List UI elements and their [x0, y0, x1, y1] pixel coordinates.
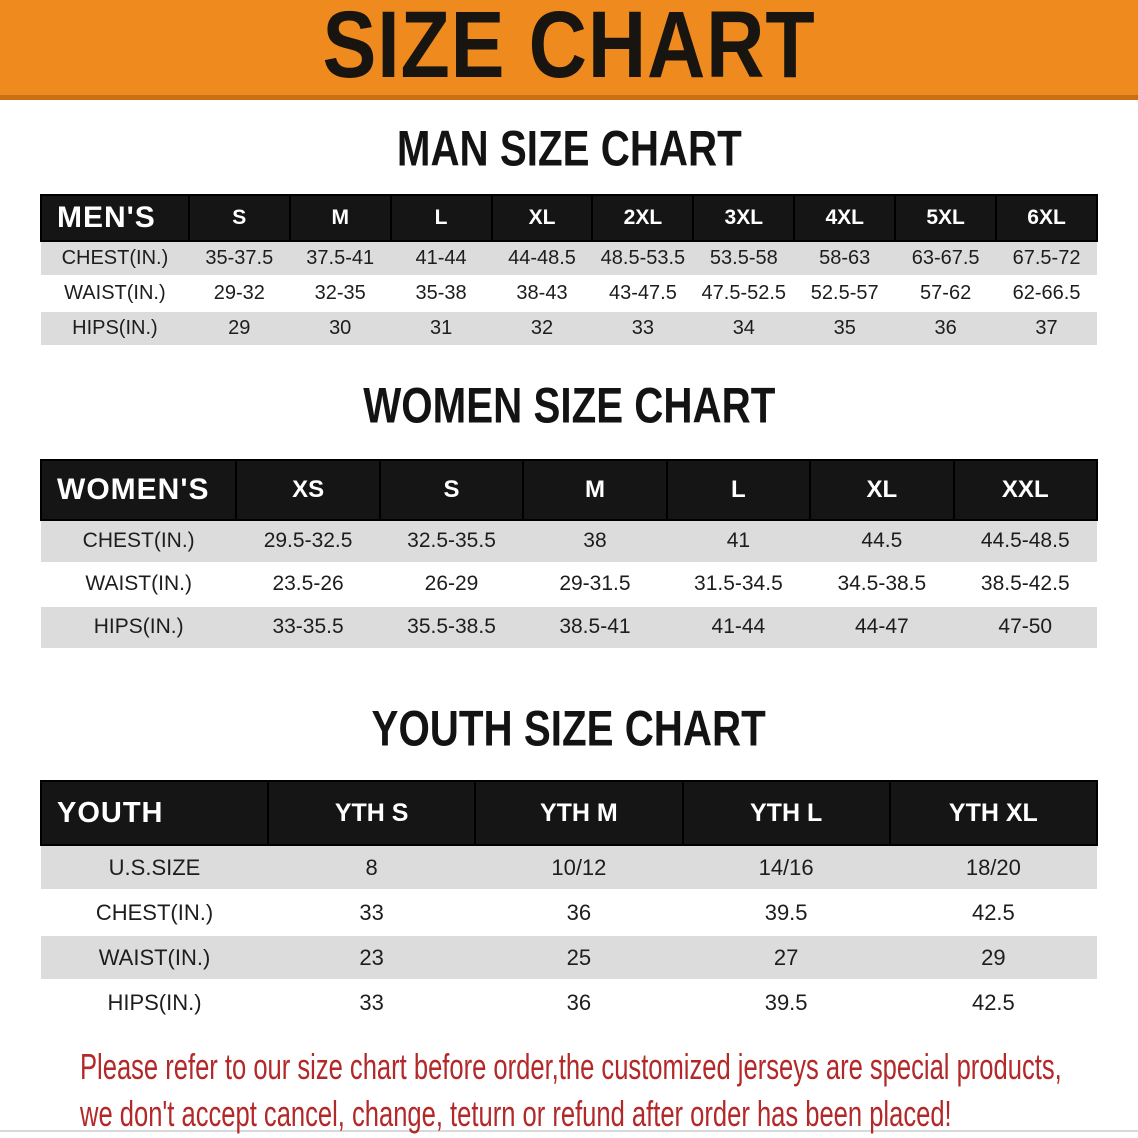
measurement-label: HIPS(IN.) [41, 606, 236, 649]
size-value: 29-31.5 [523, 563, 666, 606]
size-value: 26-29 [380, 563, 523, 606]
measurement-label: HIPS(IN.) [41, 980, 268, 1025]
page-title: SIZE CHART [322, 0, 816, 98]
size-value: 53.5-58 [693, 241, 794, 276]
size-value: 35-38 [391, 276, 492, 311]
size-value: 44-47 [810, 606, 953, 649]
size-value: 44.5 [810, 520, 953, 563]
disclaimer-line-1: Please refer to our size chart before order,the customized jerseys are special products, [80, 1046, 1062, 1088]
size-column-header: L [667, 460, 810, 520]
size-value: 14/16 [683, 845, 890, 890]
size-value: 36 [475, 890, 682, 935]
measurement-label: HIPS(IN.) [41, 311, 189, 346]
size-value: 29 [890, 935, 1097, 980]
size-value: 36 [475, 980, 682, 1025]
size-value: 62-66.5 [996, 276, 1097, 311]
size-column-header: 3XL [693, 195, 794, 241]
size-column-header: YTH XL [890, 781, 1097, 845]
size-value: 42.5 [890, 980, 1097, 1025]
size-value: 38 [523, 520, 666, 563]
size-value: 31.5-34.5 [667, 563, 810, 606]
size-value: 10/12 [475, 845, 682, 890]
size-column-header: L [391, 195, 492, 241]
youth-size-chart-title: YOUTH SIZE CHART [371, 701, 767, 757]
size-value: 39.5 [683, 980, 890, 1025]
measurement-label: CHEST(IN.) [41, 890, 268, 935]
size-value: 27 [683, 935, 890, 980]
size-column-header: YTH M [475, 781, 682, 845]
youth-size-table [40, 780, 1098, 1026]
size-value: 32 [492, 311, 593, 346]
table-row [41, 845, 1097, 890]
measurement-label: U.S.SIZE [41, 845, 268, 890]
table-header-label: YOUTH [41, 781, 268, 845]
man-size-table [40, 194, 1098, 347]
size-value: 29 [189, 311, 290, 346]
size-column-header: XL [810, 460, 953, 520]
man-size-chart-title: MAN SIZE CHART [396, 121, 742, 178]
size-value: 37 [996, 311, 1097, 346]
table-header-label: WOMEN'S [41, 460, 236, 520]
size-column-header: M [290, 195, 391, 241]
women-size-chart-title: WOMEN SIZE CHART [362, 379, 776, 435]
table-row [41, 241, 1097, 276]
disclaimer [80, 1044, 1098, 1138]
size-column-header: XL [492, 195, 593, 241]
size-column-header: 2XL [592, 195, 693, 241]
table-row [41, 563, 1097, 606]
size-column-header: 4XL [794, 195, 895, 241]
size-value: 36 [895, 311, 996, 346]
size-column-header: 5XL [895, 195, 996, 241]
size-value: 25 [475, 935, 682, 980]
size-value: 47.5-52.5 [693, 276, 794, 311]
size-value: 35 [794, 311, 895, 346]
size-value: 67.5-72 [996, 241, 1097, 276]
size-value: 39.5 [683, 890, 890, 935]
size-value: 33-35.5 [236, 606, 379, 649]
size-value: 63-67.5 [895, 241, 996, 276]
size-column-header: XXL [954, 460, 1097, 520]
size-value: 42.5 [890, 890, 1097, 935]
size-value: 44-48.5 [492, 241, 593, 276]
measurement-label: CHEST(IN.) [41, 520, 236, 563]
banner [0, 0, 1138, 100]
size-value: 30 [290, 311, 391, 346]
size-value: 33 [268, 980, 475, 1025]
size-value: 32-35 [290, 276, 391, 311]
youth-size-section [40, 701, 1098, 1026]
size-value: 48.5-53.5 [592, 241, 693, 276]
size-value: 37.5-41 [290, 241, 391, 276]
measurement-label: WAIST(IN.) [41, 563, 236, 606]
size-column-header: YTH L [683, 781, 890, 845]
table-header-row [41, 460, 1097, 520]
size-value: 33 [592, 311, 693, 346]
size-column-header: 6XL [996, 195, 1097, 241]
size-value: 52.5-57 [794, 276, 895, 311]
size-value: 33 [268, 890, 475, 935]
size-value: 31 [391, 311, 492, 346]
table-header-row [41, 195, 1097, 241]
size-value: 58-63 [794, 241, 895, 276]
size-value: 35-37.5 [189, 241, 290, 276]
size-value: 34 [693, 311, 794, 346]
size-value: 38.5-42.5 [954, 563, 1097, 606]
table-row [41, 520, 1097, 563]
size-value: 38.5-41 [523, 606, 666, 649]
size-value: 41-44 [391, 241, 492, 276]
size-column-header: M [523, 460, 666, 520]
size-column-header: S [380, 460, 523, 520]
size-column-header: YTH S [268, 781, 475, 845]
size-value: 57-62 [895, 276, 996, 311]
table-row [41, 890, 1097, 935]
table-row [41, 980, 1097, 1025]
content [0, 121, 1138, 1138]
size-value: 8 [268, 845, 475, 890]
table-header-label: MEN'S [41, 195, 189, 241]
size-value: 18/20 [890, 845, 1097, 890]
women-size-section [40, 379, 1098, 649]
measurement-label: WAIST(IN.) [41, 935, 268, 980]
size-value: 41-44 [667, 606, 810, 649]
size-column-header: S [189, 195, 290, 241]
size-value: 34.5-38.5 [810, 563, 953, 606]
size-value: 43-47.5 [592, 276, 693, 311]
table-header-row [41, 781, 1097, 845]
man-size-section [40, 121, 1098, 347]
size-value: 29-32 [189, 276, 290, 311]
size-value: 23.5-26 [236, 563, 379, 606]
table-row [41, 606, 1097, 649]
table-row [41, 276, 1097, 311]
women-size-table [40, 459, 1098, 650]
size-value: 29.5-32.5 [236, 520, 379, 563]
size-value: 35.5-38.5 [380, 606, 523, 649]
measurement-label: CHEST(IN.) [41, 241, 189, 276]
measurement-label: WAIST(IN.) [41, 276, 189, 311]
table-row [41, 311, 1097, 346]
size-value: 41 [667, 520, 810, 563]
size-value: 32.5-35.5 [380, 520, 523, 563]
table-row [41, 935, 1097, 980]
size-value: 47-50 [954, 606, 1097, 649]
size-value: 23 [268, 935, 475, 980]
size-column-header: XS [236, 460, 379, 520]
size-value: 38-43 [492, 276, 593, 311]
disclaimer-line-2: we don't accept cancel, change, teturn or refund after order has been placed! [80, 1092, 952, 1134]
size-value: 44.5-48.5 [954, 520, 1097, 563]
